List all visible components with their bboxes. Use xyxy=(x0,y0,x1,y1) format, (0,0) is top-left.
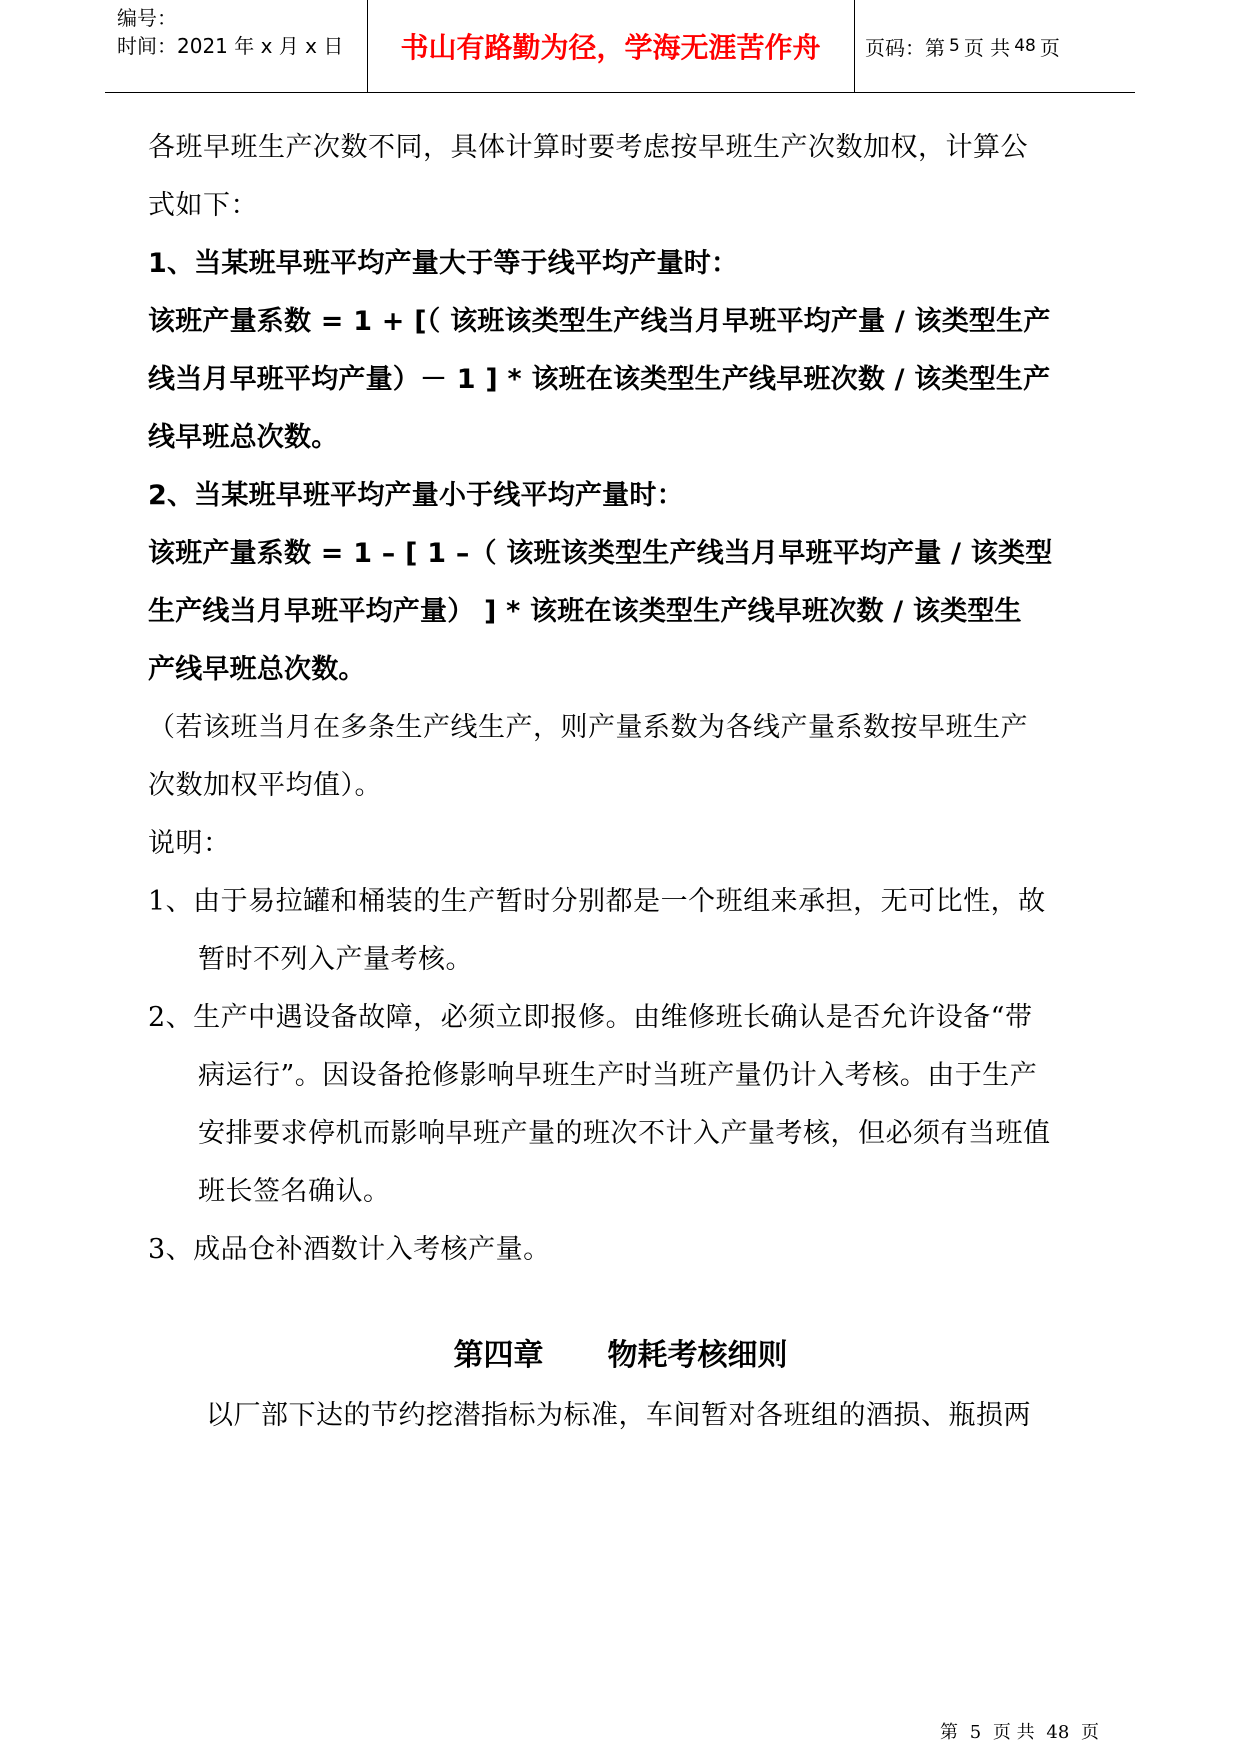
explain-label: 说明： xyxy=(148,828,231,859)
footer-prefix: 第 xyxy=(940,1722,958,1743)
page-mid: 页 共 xyxy=(963,35,1011,60)
chapter-title: 物耗考核细则 xyxy=(607,1338,788,1373)
list-item-line: 班长签名确认。 xyxy=(198,1176,391,1207)
footer-mid: 页 共 xyxy=(992,1722,1035,1743)
page-number: 5 xyxy=(949,36,960,56)
note-line: （若该班当月在多条生产线生产，则产量系数为各线产量系数按早班生产 xyxy=(148,712,1028,743)
chapter-number: 第四章 xyxy=(453,1338,544,1373)
paragraph-line: 以厂部下达的节约挖潜指标为标准，车间暂对各班组的酒损、瓶损两 xyxy=(206,1400,1031,1431)
note-line: 次数加权平均值）。 xyxy=(148,770,382,801)
time-label: 时间：2021 年 x 月 x 日 xyxy=(117,34,344,58)
case2-title: 2、当某班早班平均产量小于线平均产量时： xyxy=(148,480,684,511)
header-page-info xyxy=(865,0,1135,92)
list-item-line: 1、由于易拉罐和桶装的生产暂时分别都是一个班组来承担，无可比性，故 xyxy=(148,886,1046,917)
page-total: 48 xyxy=(1014,36,1036,56)
footer-page-number: 5 xyxy=(969,1722,982,1743)
paragraph-line: 各班早班生产次数不同，具体计算时要考虑按早班生产次数加权，计算公 xyxy=(148,132,1028,163)
page-header xyxy=(105,0,1135,93)
chapter-heading xyxy=(148,1330,1093,1374)
list-item-line: 2、生产中遇设备故障，必须立即报修。由维修班长确认是否允许设备“带 xyxy=(148,1002,1033,1033)
case1-formula-line: 该班产量系数 = 1 + [（ 该班该类型生产线当月早班平均产量 / 该类型生产 xyxy=(148,306,1051,337)
case2-formula-line: 生产线当月早班平均产量） ] * 该班在该类型生产线早班次数 / 该类型生 xyxy=(148,596,1022,627)
list-item-line: 3、成品仓补酒数计入考核产量。 xyxy=(148,1234,551,1265)
paragraph-line: 式如下： xyxy=(148,190,258,221)
list-item-line: 安排要求停机而影响早班产量的班次不计入产量考核，但必须有当班值 xyxy=(198,1118,1051,1149)
list-item-line: 暂时不列入产量考核。 xyxy=(198,944,473,975)
case1-title: 1、当某班早班平均产量大于等于线平均产量时： xyxy=(148,248,739,279)
page-prefix: 页码：第 xyxy=(865,35,945,60)
header-divider xyxy=(854,0,855,92)
header-motto: 书山有路勤为径，学海无涯苦作舟 xyxy=(400,31,821,64)
footer-suffix: 页 xyxy=(1081,1722,1100,1743)
footer-page-total: 48 xyxy=(1046,1722,1070,1743)
case2-formula-line: 该班产量系数 = 1 – [ 1 –（ 该班该类型生产线当月早班平均产量 / 该类型 xyxy=(148,538,1053,569)
number-label: 编号： xyxy=(117,6,177,30)
page-suffix: 页 xyxy=(1039,35,1060,60)
header-meta xyxy=(117,4,367,60)
list-item-line: 病运行”。因设备抢修影响早班生产时当班产量仍计入考核。由于生产 xyxy=(198,1060,1038,1091)
case2-formula-line: 产线早班总次数。 xyxy=(148,654,366,685)
case1-formula-line: 线当月早班平均产量）－ 1 ] * 该班在该类型生产线早班次数 / 该类型生产 xyxy=(148,364,1051,395)
page-footer xyxy=(937,1718,1102,1744)
case1-formula-line: 线早班总次数。 xyxy=(148,422,339,453)
